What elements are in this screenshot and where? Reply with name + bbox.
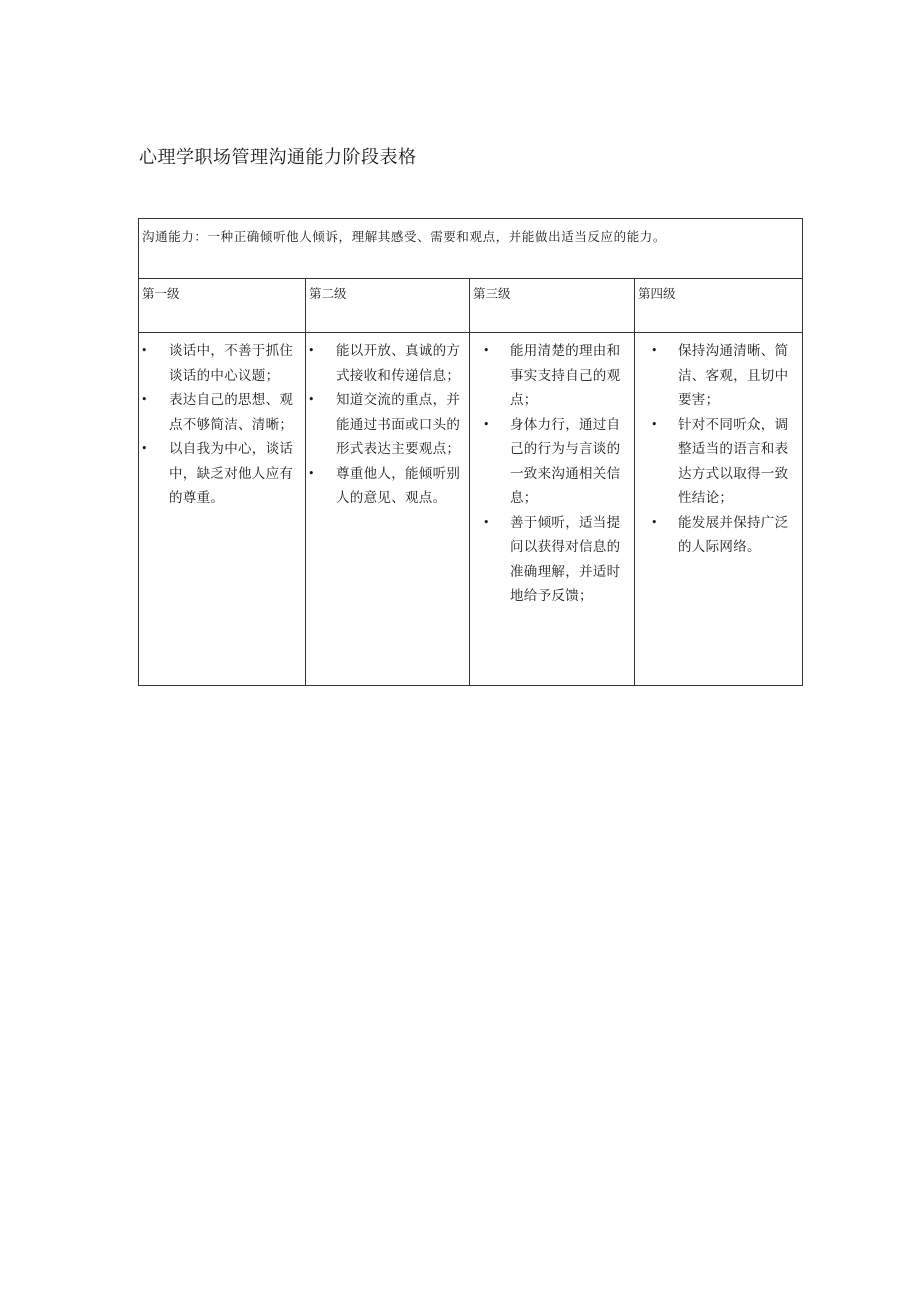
list-item-text: 善于倾听，适当提问以获得对信息的准确理解，并适时地给予反馈； [510,514,621,604]
bullet-icon: • [308,393,315,406]
list-item-text: 知道交流的重点，并能通过书面或口头的形式表达主要观点； [336,392,461,457]
list-item-text: 以自我为中心，谈话中，缺乏对他人应有的尊重。 [169,441,294,506]
bullet-icon: • [141,442,148,455]
bullet-icon: • [141,344,148,357]
list-item-text: 谈话中，不善于抓住谈话的中心议题； [169,343,294,384]
list-item [470,413,634,511]
bullet-icon: • [308,466,315,480]
bullet-icon: • [483,417,490,431]
list-item [139,437,305,511]
list-item [470,339,634,413]
list-item-text: 针对不同听众，调整适当的语言和表达方式以取得一致性结论； [678,416,789,506]
list-item [306,462,469,511]
level-2-list [306,339,469,511]
level-2-content [306,333,470,686]
list-item-text: 保持沟通清晰、简洁、客观，且切中要害； [678,343,789,408]
level-2-header: 第二级 [306,279,470,333]
definition-row [139,219,803,279]
level-3-header: 第三级 [470,279,635,333]
level-content-row [139,333,803,686]
list-item-text: 身体力行，通过自己的行为与言谈的一致来沟通相关信息； [510,416,621,506]
bullet-icon: • [141,393,148,406]
list-item [635,413,802,511]
level-3-content [470,333,635,686]
list-item [306,388,469,462]
list-item-text: 尊重他人，能倾听别人的意见、观点。 [336,465,461,506]
bullet-icon: • [308,344,315,357]
level-1-list [139,339,305,511]
list-item [635,511,802,560]
bullet-icon: • [483,515,490,529]
level-4-content [635,333,803,686]
list-item-text: 表达自己的思想、观点不够简洁、清晰； [169,392,294,433]
list-item-text: 能以开放、真诚的方式接收和传递信息； [336,343,461,384]
bullet-icon: • [651,417,658,431]
level-1-header: 第一级 [139,279,306,333]
list-item [470,511,634,609]
level-3-list [470,339,634,609]
list-item [306,339,469,388]
level-4-list [635,339,802,560]
level-1-content [139,333,306,686]
competency-stage-table [138,218,803,686]
list-item [139,339,305,388]
list-item-text: 能用清楚的理由和事实支持自己的观点； [510,343,621,408]
definition-cell: 沟通能力：一种正确倾听他人倾诉，理解其感受、需要和观点，并能做出适当反应的能力。 [139,219,803,279]
bullet-icon: • [483,344,490,357]
level-header-row [139,279,803,333]
list-item-text: 能发展并保持广泛的人际网络。 [678,514,789,555]
list-item [139,388,305,437]
document-title: 心理学职场管理沟通能力阶段表格 [139,147,417,168]
level-4-header: 第四级 [635,279,803,333]
list-item [635,339,802,413]
bullet-icon: • [651,344,658,357]
bullet-icon: • [651,515,658,529]
